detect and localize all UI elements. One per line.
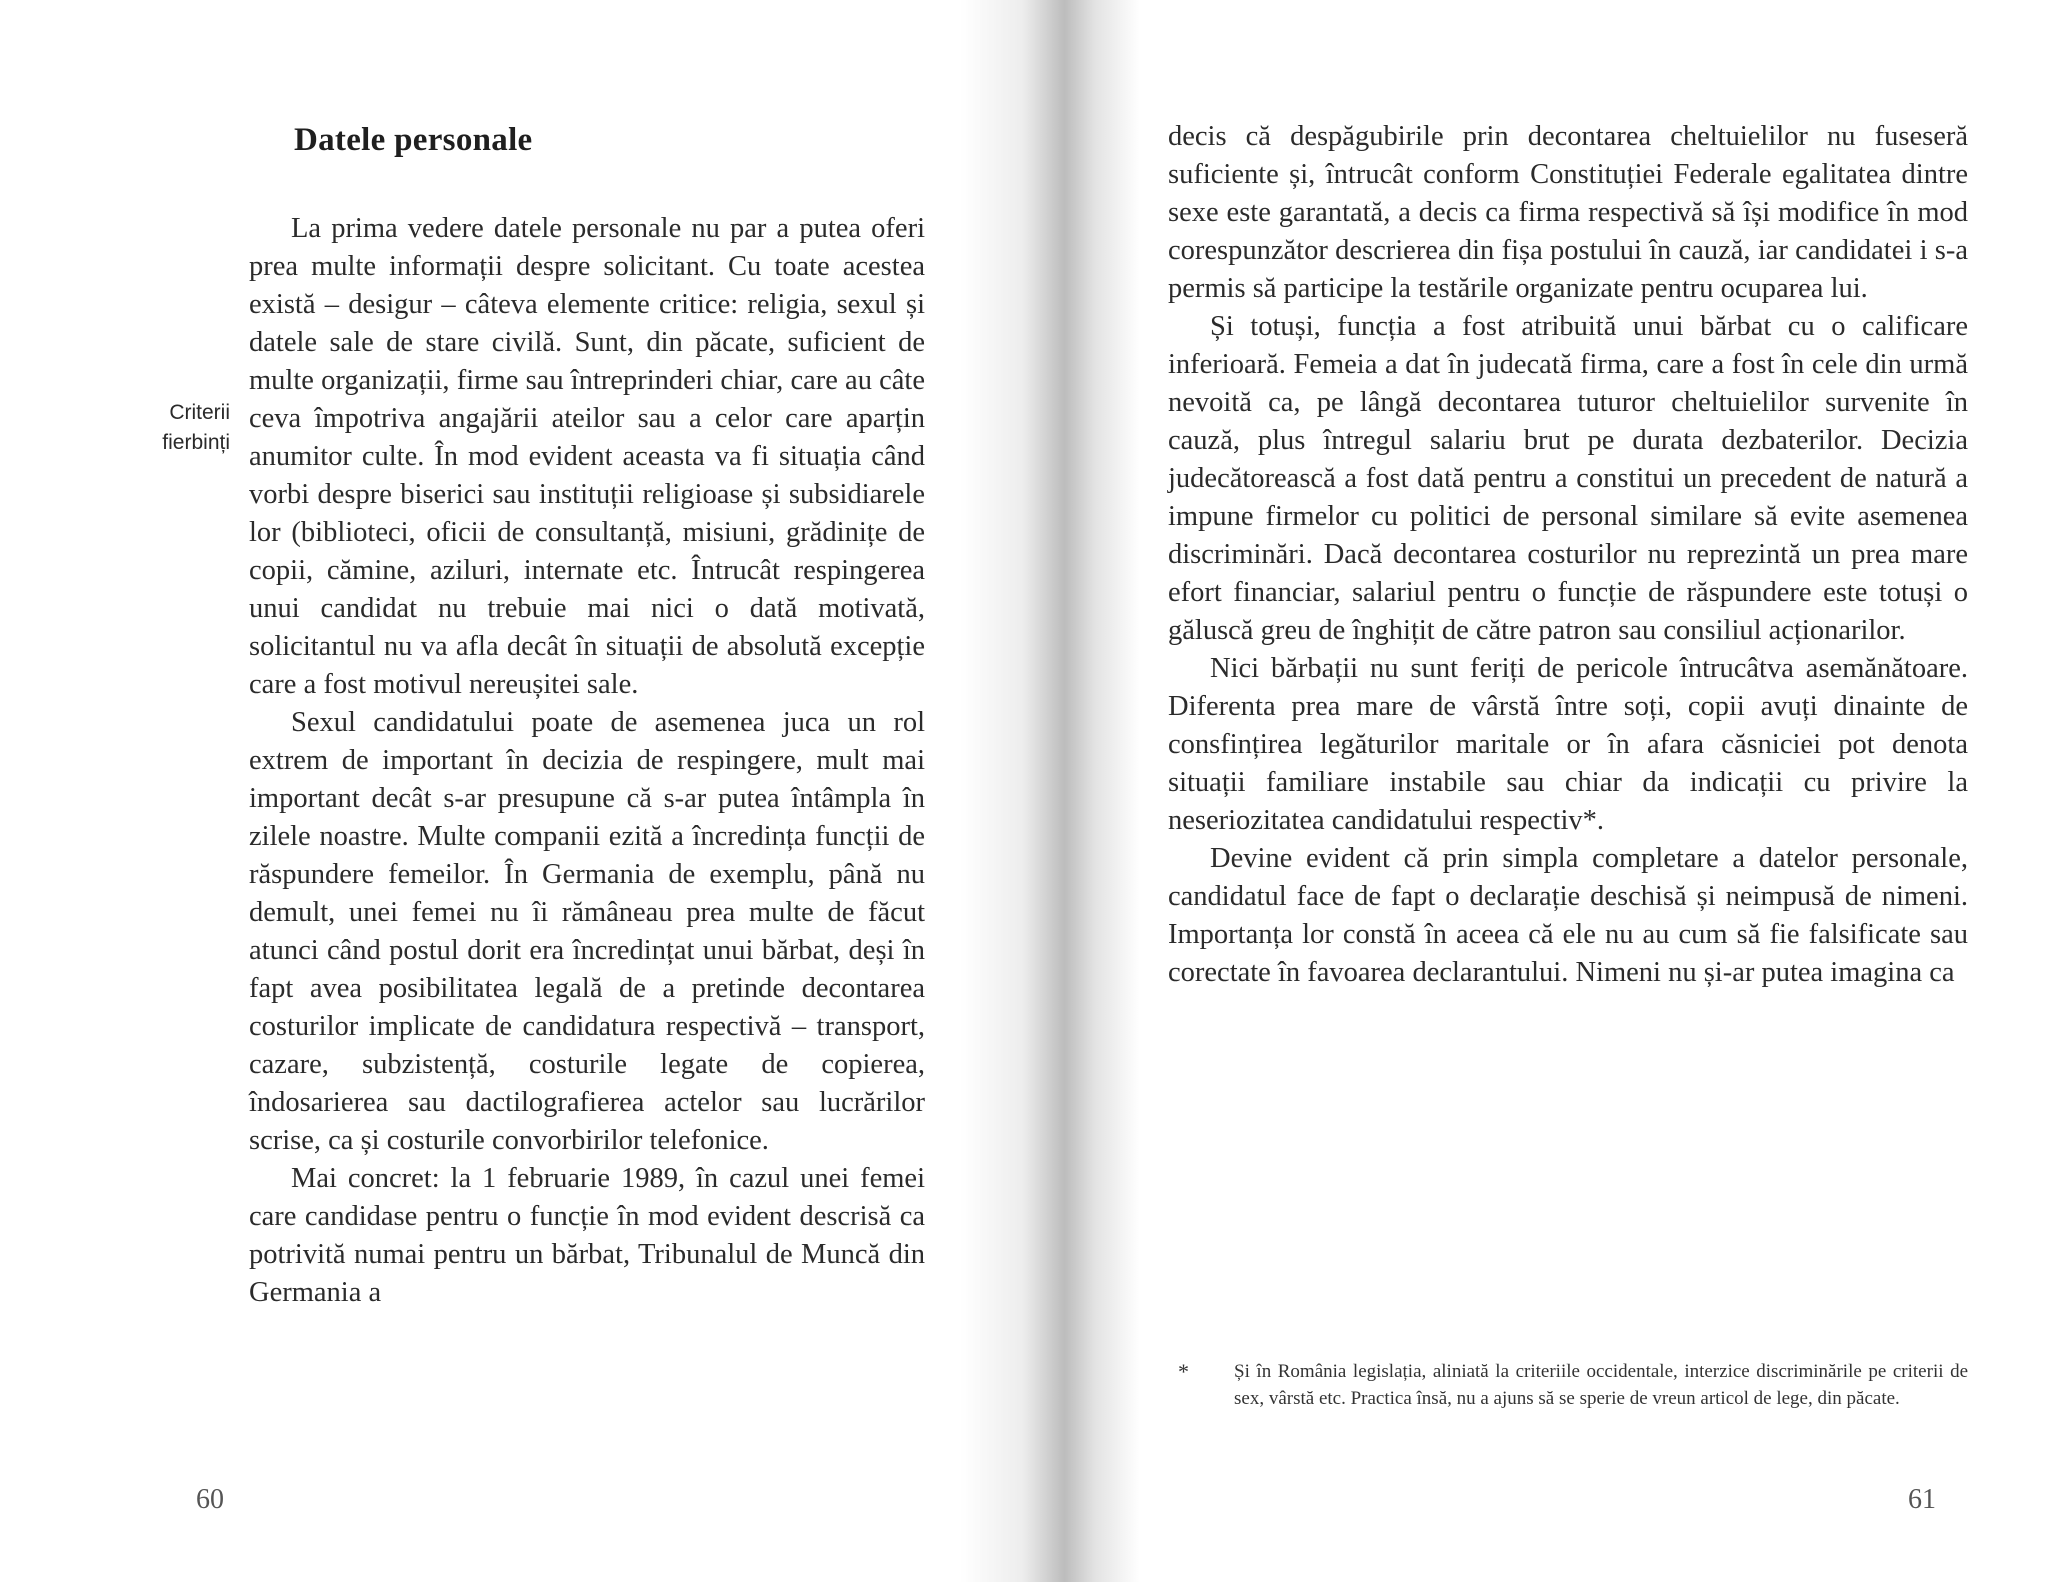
left-page xyxy=(0,0,1000,1582)
right-page-body xyxy=(1168,118,1968,992)
footnote xyxy=(1178,1358,1968,1412)
paragraph: Mai concret: la 1 februarie 1989, în cazul unei femei care candidase pentru o funcție în mod evident descrisă ca potrivită numai pentru un bărbat, Tribunalul de Muncă din Germania a xyxy=(249,1163,925,1308)
margin-note-line-2: fierbinți xyxy=(162,431,230,454)
margin-note xyxy=(120,398,230,458)
margin-note-line-1: Criterii xyxy=(169,401,230,424)
footnote-mark: * xyxy=(1178,1359,1189,1384)
paragraph: La prima vedere datele personale nu par a putea oferi prea multe informații despre solicitant. Cu toate acestea există – desigur – câteva elemente critice: religia, sexul și datele sale de stare civilă. Sunt, din păcate, suficient de multe organizații, firme sau întreprinderi chiar, care au câte ceva împotriva angajării ateilor sau a celor care aparțin anumitor culte. În mod evident aceasta va fi situația când vorbi despre biserici sau instituții religioase și subsidiarele lor (biblioteci, oficii de consultanță, misiuni, grădinițe de copii, cămine, aziluri, internate etc. Întrucât respingerea unui candidat nu trebuie mai nici o dată motivată, solicitantul nu va afla decât în situații de absolută excepție care a fost motivul nereușitei sale. xyxy=(249,213,925,700)
section-heading: Datele personale xyxy=(294,122,533,158)
paragraph: Și totuși, funcția a fost atribuită unui bărbat cu o calificare inferioară. Femeia a dat în judecată firma, care a fost în cele din urmă nevoită ca, pe lângă decontarea tuturor cheltuielilor survenite în cauză, plus întregul salariu brut pe durata dezbaterilor. Decizia judecătorească a fost dată pentru a constitui un precedent de natură a impune firmelor cu politici de personal similare să evite asemenea discriminări. Dacă decontarea costurilor nu reprezintă un prea mare efort financiar, salariul pentru o funcție de răspundere este totuși o găluscă greu de înghițit de către patron sau consiliul acționarilor. xyxy=(1168,311,1968,646)
left-page-body xyxy=(249,210,925,1312)
page-number-right: 61 xyxy=(1908,1484,1936,1515)
paragraph: Sexul candidatului poate de asemenea juca un rol extrem de important în decizia de respingere, mult mai important decât s-ar presupune că s-ar putea întâmpla în zilele noastre. Multe companii ezită a încredința funcții de răspundere femeilor. În Germania de exemplu, până nu demult, unei femei nu îi rămâneau prea multe de făcut atunci când postul dorit era încredințat unui bărbat, deși în fapt avea posibilitatea legală de a pretinde decontarea costurilor implicate de candidatura respectivă – transport, cazare, subzistență, costurile legate de copierea, îndosarierea sau dactilografierea actelor sau lucrărilor scrise, ca și costurile convorbirilor telefonice. xyxy=(249,707,925,1156)
paragraph: Nici bărbații nu sunt feriți de pericole întrucâtva asemănătoare. Diferenta prea mare de vârstă între soți, copii avuți dinainte de consfințirea legăturilor maritale or în afara căsniciei pot denota situații familiare instabile sau chiar da indicații cu privire la neseriozitatea candidatului respectiv*. xyxy=(1168,653,1968,836)
paragraph: decis că despăgubirile prin decontarea cheltuielilor nu fuseseră suficiente și, întrucât conform Constituției Federale egalitatea dintre sexe este garantată, a decis ca firma respectivă să își modifice în mod corespunzător descrierea din fișa postului în cauză, iar candidatei i s-a permis să participe la testările organizate pentru ocuparea lui. xyxy=(1168,121,1968,304)
page-number-left: 60 xyxy=(196,1484,224,1515)
footnote-text: Și în România legislația, aliniată la criteriile occidentale, interzice discriminările pe criterii de sex, vârstă etc. Practica însă, nu a ajuns să se sperie de vreun articol de lege, din păcate. xyxy=(1234,1361,1968,1409)
paragraph: Devine evident că prin simpla completare a datelor personale, candidatul face de fapt o declarație deschisă și neimpusă de nimeni. Importanța lor constă în aceea că ele nu au cum să fie falsificate sau corectate în favoarea declarantului. Nimeni nu și-ar putea imagina ca xyxy=(1168,843,1968,988)
right-page xyxy=(1120,0,2048,1582)
